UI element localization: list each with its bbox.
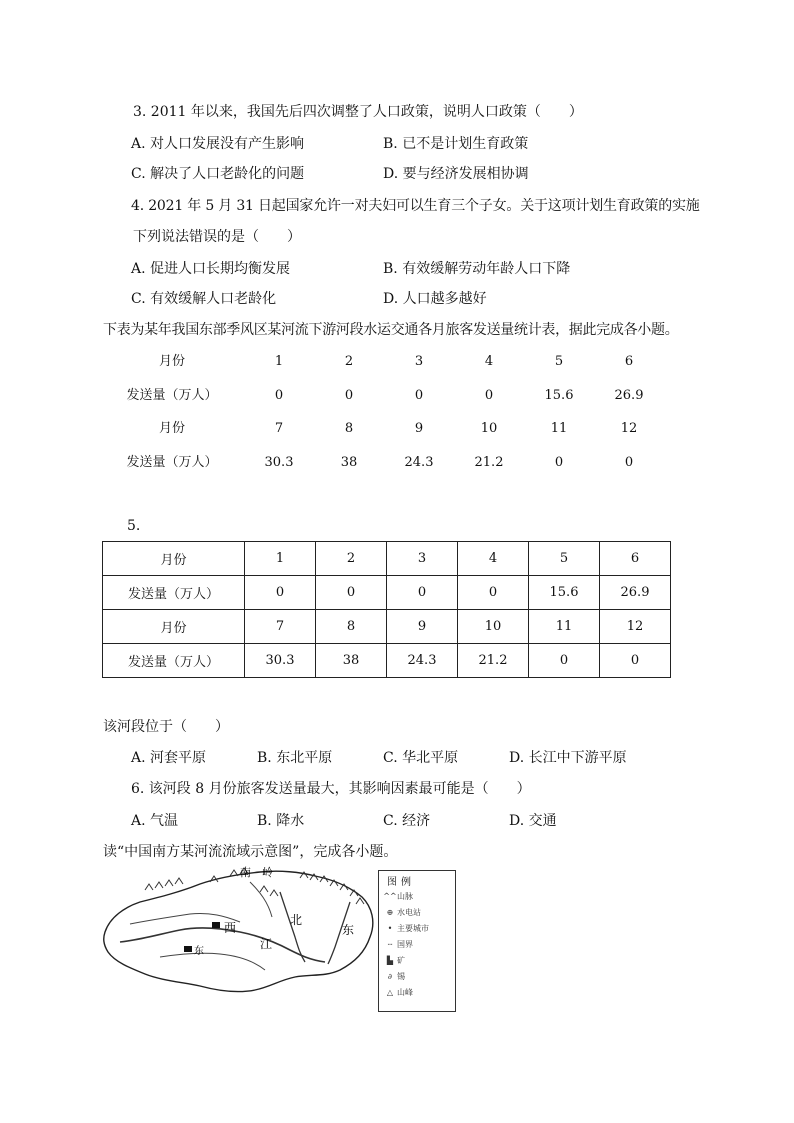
table-intro: 下表为某年我国东部季风区某河流下游河段水运交通各月旅客发送量统计表，据此完成各小题。 (103, 322, 679, 338)
dam-icon: ⊕ (386, 908, 394, 917)
q6-option-d[interactable]: D. 交通 (509, 813, 557, 829)
table-cell: 1 (245, 542, 316, 576)
q4-option-b[interactable]: B. 有效缓解劳动年龄人口下降 (383, 261, 571, 277)
q5-stem: 该河段位于（ ） (103, 719, 229, 735)
table-row (103, 644, 671, 678)
table-cell: 0 (245, 576, 316, 610)
mountain-icon: ^^ (383, 892, 397, 901)
table-cell: 0 (484, 388, 494, 403)
table-cell: 0 (344, 388, 354, 403)
q4-stem-line2: 下列说法错误的是（ ） (133, 229, 301, 245)
table-cell: 38 (316, 644, 387, 678)
table-cell: 2 (344, 354, 354, 369)
table-cell: 30.3 (245, 644, 316, 678)
city-label: 东 (194, 946, 204, 957)
q4-option-d[interactable]: D. 人口越多越好 (383, 291, 487, 307)
table-cell: 5 (529, 542, 600, 576)
table-row (103, 542, 671, 576)
legend-title: 图例 (387, 877, 415, 888)
table-cell: 1 (274, 354, 284, 369)
table-cell: 0 (624, 455, 634, 470)
table-cell: 6 (624, 354, 634, 369)
table-cell: 0 (414, 388, 424, 403)
table-cell: 24.3 (404, 455, 434, 470)
table-cell: 0 (458, 576, 529, 610)
table-cell: 12 (620, 421, 638, 436)
table-cell: 30.3 (264, 455, 294, 470)
table-header-volume: 发送量（万人） (103, 644, 245, 678)
table-header-month: 月份 (103, 610, 245, 644)
legend-item: ▙ 矿 (383, 955, 405, 966)
table-cell: 12 (600, 610, 671, 644)
q6-stem: 6. 该河段 8 月份旅客发送量最大，其影响因素最可能是（ ） (131, 781, 531, 797)
table-cell: 38 (340, 455, 358, 470)
table-cell: 8 (344, 421, 354, 436)
peak-icon: △ (386, 988, 394, 997)
city-icon: • (387, 924, 393, 933)
q5-option-a[interactable]: A. 河套平原 (131, 750, 207, 766)
q3-option-c[interactable]: C. 解决了人口老龄化的问题 (131, 166, 305, 182)
q5-option-d[interactable]: D. 长江中下游平原 (509, 750, 627, 766)
map-drawing (100, 862, 390, 1012)
dam-icon (212, 922, 220, 928)
table-cell: 0 (387, 576, 458, 610)
table-cell: 9 (414, 421, 424, 436)
table-cell: 11 (529, 610, 600, 644)
table-cell: 4 (484, 354, 494, 369)
table-cell: 15.6 (529, 576, 600, 610)
map-intro: 读“中国南方某河流流域示意图”，完成各小题。 (103, 844, 398, 860)
table-cell: 0 (274, 388, 284, 403)
table-cell: 21.2 (474, 455, 504, 470)
table-cell: 7 (245, 610, 316, 644)
q6-option-a[interactable]: A. 气温 (131, 813, 179, 829)
table-cell: 3 (387, 542, 458, 576)
table-cell: 3 (414, 354, 424, 369)
map-legend (378, 870, 456, 1012)
table-cell: 8 (316, 610, 387, 644)
legend-item: ∂ 锡 (383, 971, 405, 982)
table-header-volume: 发送量（万人） (103, 576, 245, 610)
table-header-volume: 发送量（万人） (126, 455, 218, 470)
q4-option-a[interactable]: A. 促进人口长期均衡发展 (131, 261, 291, 277)
table-header-month: 月份 (158, 354, 185, 369)
legend-item: △ 山峰 (383, 987, 413, 998)
table-cell: 5 (554, 354, 564, 369)
q6-option-c[interactable]: C. 经济 (383, 813, 431, 829)
table-cell: 26.9 (600, 576, 671, 610)
q5-option-b[interactable]: B. 东北平原 (257, 750, 333, 766)
q5-number: 5. (127, 518, 141, 534)
table-cell: 0 (554, 455, 564, 470)
legend-item: ⊕ 水电站 (383, 907, 421, 918)
q4-option-c[interactable]: C. 有效缓解人口老龄化 (131, 291, 277, 307)
tin-icon: ∂ (387, 972, 393, 981)
q3-option-d[interactable]: D. 要与经济发展相协调 (383, 166, 529, 182)
river-label-jiang: 江 (260, 937, 273, 951)
table-row (103, 576, 671, 610)
table-cell: 2 (316, 542, 387, 576)
table-cell: 26.9 (614, 388, 644, 403)
q3-option-b[interactable]: B. 已不是计划生育政策 (383, 136, 529, 152)
table-header-volume: 发送量（万人） (126, 388, 218, 403)
table-cell: 0 (316, 576, 387, 610)
river-label-west: 西 (224, 921, 237, 935)
table-cell: 15.6 (544, 388, 574, 403)
table-cell: 0 (529, 644, 600, 678)
table-cell: 10 (458, 610, 529, 644)
legend-item: • 主要城市 (383, 923, 429, 934)
tributary-line (250, 882, 272, 917)
q5-option-c[interactable]: C. 华北平原 (383, 750, 459, 766)
river-label-dong: 东 (342, 923, 355, 937)
mountain-label: 南 岭 (240, 866, 273, 879)
q3-stem: 3. 2011 年以来，我国先后四次调整了人口政策，说明人口政策（ ） (133, 104, 583, 120)
table-cell: 10 (480, 421, 498, 436)
river-basin-map (100, 862, 460, 1012)
table-cell: 11 (550, 421, 568, 436)
legend-item: ^^山脉 (383, 892, 413, 901)
q6-option-b[interactable]: B. 降水 (257, 813, 305, 829)
table-cell: 9 (387, 610, 458, 644)
tributary-line (160, 953, 265, 970)
q3-option-a[interactable]: A. 对人口发展没有产生影响 (131, 136, 305, 152)
table-header-month: 月份 (103, 542, 245, 576)
table-header-month: 月份 (158, 421, 185, 436)
table-cell: 4 (458, 542, 529, 576)
q4-stem-line1: 4. 2021 年 5 月 31 日起国家允许一对夫妇可以生育三个子女。关于这项计划生育政策的实施 (131, 198, 700, 214)
boundary-icon: ┄ (387, 940, 393, 949)
mine-icon: ▙ (386, 956, 394, 965)
table-cell: 7 (274, 421, 284, 436)
statistics-table-bordered (102, 541, 671, 678)
legend-item: ┄ 国界 (383, 939, 413, 950)
river-label-bei: 北 (290, 913, 303, 927)
table-cell: 21.2 (458, 644, 529, 678)
table-cell: 0 (600, 644, 671, 678)
table-row (103, 610, 671, 644)
table-cell: 6 (600, 542, 671, 576)
dam-icon (184, 946, 192, 952)
table-cell: 24.3 (387, 644, 458, 678)
